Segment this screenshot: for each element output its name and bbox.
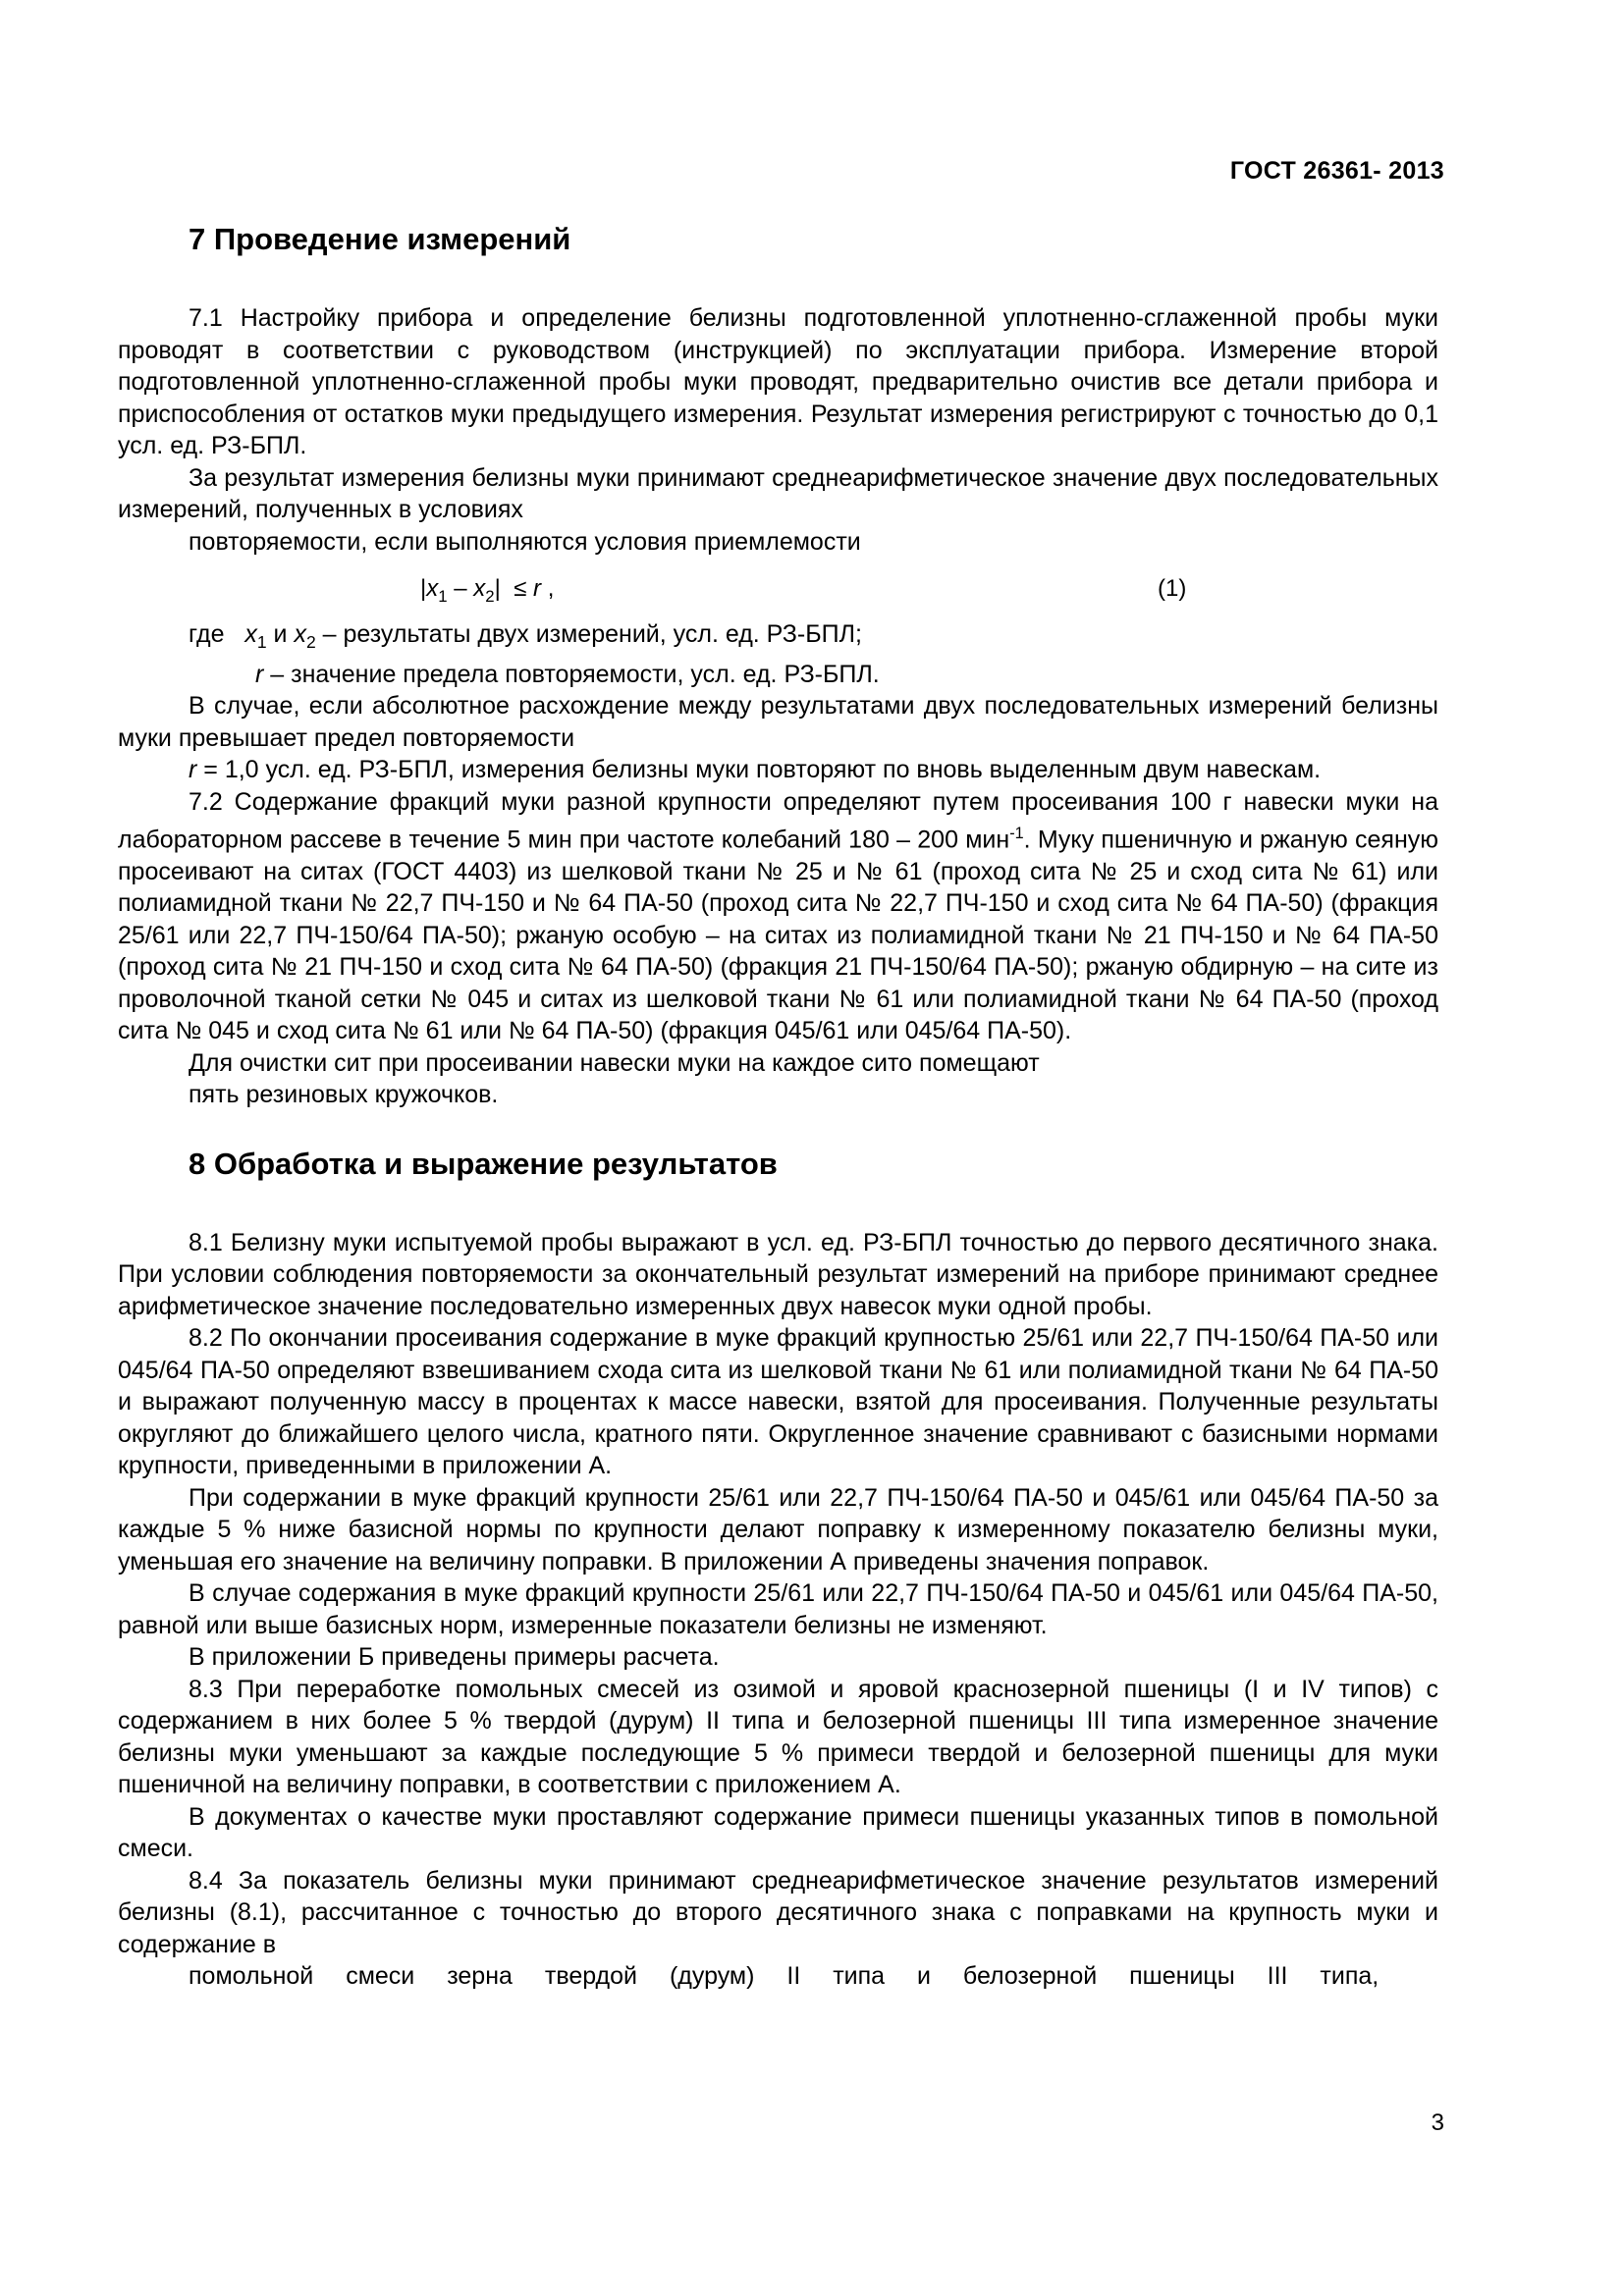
paragraph-8-1: 8.1 Белизну муки испытуемой пробы выражают в усл. ед. РЗ-БПЛ точностью до первого десятичного знака. При условии соблюдения повторяемости за окончательный результат измерений на приборе принимают среднее арифметическое значение последовательно измеренных двух навесок муки одной пробы. [118,1228,1438,1320]
line-repeatability: повторяемости, если выполняются условия приемлемости [189,527,861,556]
where-r: r – значение предела повторяемости, усл. ед. РЗ-БПЛ. [255,660,880,688]
paragraph-examples: В приложении Б приведены примеры расчета. [189,1643,720,1672]
line-rubber-rings: пять резиновых кружочков. [189,1081,499,1109]
formula-expression: $|x_1 - x_2| \le r$ , [420,575,555,606]
line-grind-mixture: помольной смеси зерна твердой (дурум) II типа и белозерной пшеницы III типа, [189,1962,1380,1991]
section-7-title: 7 Проведение измерений [189,222,571,256]
page-content [118,220,1438,1993]
line-sieve-cleaning: Для очистки сит при просеивании навески муки на каждое сито помещают [189,1048,1040,1077]
paragraph-no-change: В случае содержания в муке фракций крупности 25/61 или 22,7 ПЧ-150/64 ПА-50 и 045/61 или 045/64 ПА-50, равной или выше базисных норм, измеренные показатели белизны не изменяют. [118,1579,1438,1639]
paragraph-8-2: 8.2 По окончании просеивания содержание в муке фракций крупностью 25/61 или 22,7 ПЧ-150/64 ПА-50 или 045/64 ПА-50 определяют взвешиванием схода сита из шелковой ткани № 61 или полиамидной ткани № 64 ПА-50 и выражают полученную массу в процентах к массе навески, взятой для просеивания. Полученные результаты округляют до ближайшего целого числа, кратного пяти. Округленное значение сравнивают с базисными нормами крупности, приведенными в приложении А. [118,1324,1438,1480]
paragraph-correction: При содержании в муке фракций крупности 25/61 или 22,7 ПЧ-150/64 ПА-50 и 045/61 или 045/64 ПА-50 за каждые 5 % ниже базисной нормы по крупности делают поправку к измеренному показателю белизны муки, уменьшая его значение на величину поправки. В приложении А приведены значения поправок. [118,1483,1438,1575]
paragraph-7-2: 7.2 Содержание фракций муки разной крупности определяют путем просеивания 100 г навески муки на лабораторном рассеве в течение 5 мин при частоте колебаний 180 – 200 мин$^{-1}$. Муку пшеничную и ржаную сеяную просеивают на ситах (ГОСТ 4403) из шелковой ткани № 25 и № 61 (проход сита № 25 и сход сита № 61) или полиамидной ткани № 22,7 ПЧ-150 и № 64 ПА-50 (проход сита № 22,7 ПЧ-150 и сход сита № 64 ПА-50) (фракция 25/61 или 22,7 ПЧ-150/64 ПА-50); ржаную особую – на ситах из полиамидной ткани № 21 ПЧ-150 и № 64 ПА-50 (проход сита № 21 ПЧ-150 и сход сита № 64 ПА-50) (фракция 21 ПЧ-150/64 ПА-50); ржаную обдирную – на сите из проволочной тканой сетки № 045 и ситах из шелковой ткани № 61 или полиамидной ткани № 64 ПА-50 (проход сита № 045 и сход сита № 61 или № 64 ПА-50) (фракция 045/61 или 045/64 ПА-50). [118,787,1438,1045]
section-8-title: 8 Обработка и выражение результатов [189,1146,778,1181]
paragraph-8-4: 8.4 За показатель белизны муки принимают среднеарифметическое значение результатов измерений белизны (8.1), рассчитанное с точностью до второго десятичного знака с поправками на крупность муки и содержание в [118,1866,1438,1958]
paragraph-discrepancy: В случае, если абсолютное расхождение между результатами двух последовательных измерений белизны муки превышает предел повторяемости [118,692,1438,752]
paragraph-result-definition: За результат измерения белизны муки принимают среднеарифметическое значение двух последовательных измерений, полученных в условиях [118,463,1438,523]
formula-number: (1) [1158,575,1187,602]
paragraph-quality-docs: В документах о качестве муки проставляют содержание примеси пшеницы указанных типов в помольной смеси. [118,1802,1438,1863]
paragraph-r-value: r = 1,0 усл. ед. РЗ-БПЛ, измерения белизны муки повторяют по вновь выделенным двум навескам. [189,756,1322,783]
formula-1 [118,563,1438,614]
paragraph-8-3: 8.3 При переработке помольных смесей из озимой и яровой краснозерной пшеницы (I и IV типов) с содержанием в них более 5 % твердой (дурум) II типа и белозерной пшеницы III типа измеренное значение белизны муки уменьшают за каждые последующие 5 % примеси твердой и белозерной пшеницы для муки пшеничной на величину поправки, в соответствии с приложением А. [118,1675,1438,1799]
where-x1-x2: где $x_1$ и $x_2$ – результаты двух измерений, усл. ед. РЗ-БПЛ; [189,620,862,652]
paragraph-7-1: 7.1 Настройку прибора и определение белизны подготовленной уплотненно-сглаженной пробы муки проводят в соответствии с руководством (инструкцией) по эксплуатации прибора. Измерение второй подготовленной уплотненно-сглаженной пробы муки проводят, предварительно очистив все детали прибора и приспособления от остатков муки предыдущего измерения. Результат измерения регистрируют с точностью до 0,1 усл. ед. РЗ-БПЛ. [118,304,1438,459]
standard-header: ГОСТ 26361- 2013 [1229,157,1444,185]
page-number: 3 [1431,2109,1444,2136]
